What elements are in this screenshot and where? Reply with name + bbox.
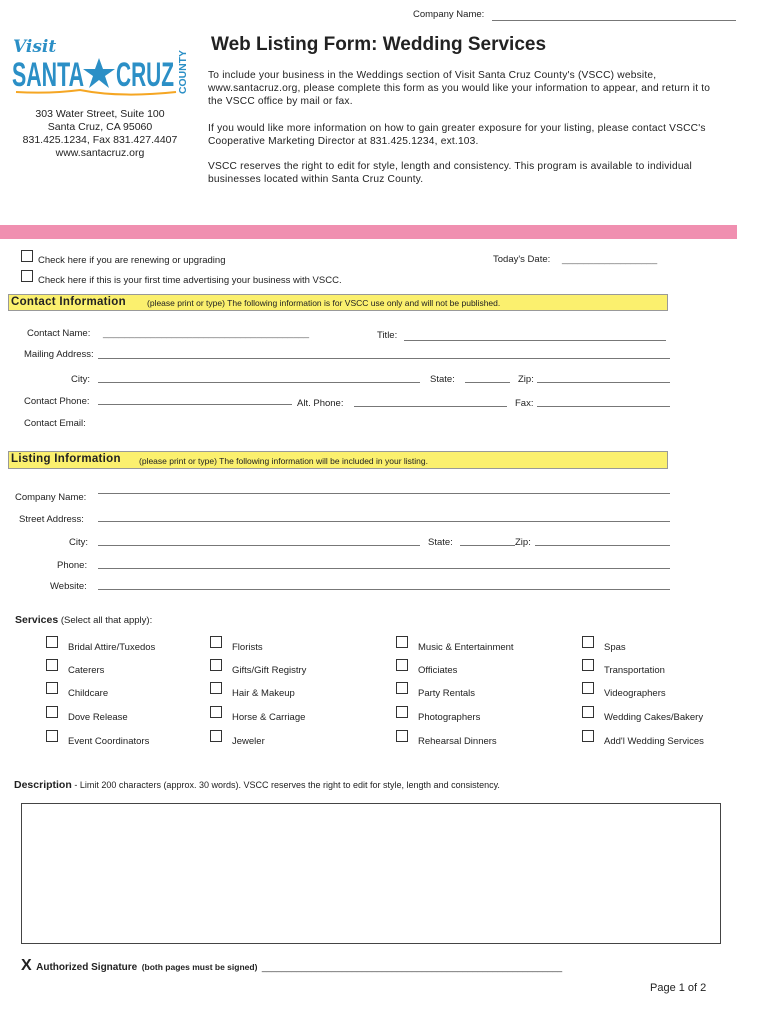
reserve-paragraph: VSCC reserves the right to edit for style, length and consistency. This program is available to individual businesses located within Santa Cruz County.	[208, 161, 693, 185]
address-line-4: www.santacruz.org	[55, 147, 145, 159]
service-label-dove-release: Dove Release	[68, 712, 128, 723]
service-label-wedding-cakes-bakery: Wedding Cakes/Bakery	[604, 712, 704, 723]
service-label-add-l-wedding-services: Add'l Wedding Services	[604, 736, 704, 747]
service-label-music-entertainment: Music & Entertainment	[418, 642, 514, 653]
contact-heading: Contact Information	[11, 296, 126, 308]
service-checkbox-gifts-gift-registry[interactable]	[210, 659, 222, 671]
contact-fax-field[interactable]	[537, 406, 670, 407]
renewing-label: Check here if you are renewing or upgrading	[38, 255, 226, 266]
mailing-address-field[interactable]	[98, 358, 670, 359]
listing-website-label: Website:	[50, 581, 87, 592]
listing-heading: Listing Information	[11, 453, 121, 465]
listing-state-label: State:	[428, 537, 453, 548]
mailing-address-label: Mailing Address:	[24, 349, 94, 360]
listing-street-label: Street Address:	[19, 514, 84, 525]
signature-field[interactable]: ____________________________________________________________	[261, 962, 563, 972]
listing-company-field[interactable]	[98, 493, 670, 494]
address-line-3: 831.425.1234, Fax 831.427.4407	[22, 134, 178, 146]
service-checkbox-jeweler[interactable]	[210, 730, 222, 742]
renewing-checkbox[interactable]	[21, 250, 33, 262]
intro-paragraph: To include your business in the Weddings section of Visit Santa Cruz County's (VSCC) website, www.santacruz.org, please complete this form as you would like your information to appear, and return it to the VSCC office by mail or fax.	[208, 70, 711, 107]
service-checkbox-wedding-cakes-bakery[interactable]	[582, 706, 594, 718]
description-note: - Limit 200 characters (approx. 30 words). VSCC reserves the right to edit for style, length and consistency.	[74, 780, 500, 790]
contact-zip-label: Zip:	[518, 374, 534, 385]
todays-date-label: Today's Date:	[493, 254, 551, 265]
address-block	[10, 108, 190, 160]
contact-name-field[interactable]: _______________________________________	[103, 328, 310, 339]
service-label-rehearsal-dinners: Rehearsal Dinners	[418, 736, 497, 747]
listing-state-field[interactable]	[460, 545, 515, 546]
service-label-childcare: Childcare	[68, 688, 109, 699]
services-note: (Select all that apply):	[60, 615, 153, 626]
first-time-checkbox[interactable]	[21, 270, 33, 282]
service-checkbox-photographers[interactable]	[396, 706, 408, 718]
service-checkbox-spas[interactable]	[582, 636, 594, 648]
contact-section-header	[8, 294, 668, 311]
address-line-2: Santa Cruz, CA 95060	[47, 121, 153, 133]
contact-name-label: Contact Name:	[27, 328, 91, 339]
service-label-jeweler: Jeweler	[232, 736, 265, 747]
listing-city-field[interactable]	[98, 545, 420, 546]
contact-state-label: State:	[430, 374, 455, 385]
service-checkbox-add-l-wedding-services[interactable]	[582, 730, 594, 742]
service-checkbox-music-entertainment[interactable]	[396, 636, 408, 648]
divider-band	[0, 225, 737, 239]
signature-x: X	[21, 957, 32, 974]
listing-phone-label: Phone:	[57, 560, 88, 571]
service-label-florists: Florists	[232, 642, 263, 653]
listing-website-field[interactable]	[98, 589, 670, 590]
services-heading: Services	[15, 614, 59, 626]
page-title: Web Listing Form: Wedding Services	[211, 34, 547, 55]
signature-note: (both pages must be signed)	[141, 962, 258, 972]
service-label-bridal-attire-tuxedos: Bridal Attire/Tuxedos	[68, 642, 156, 653]
logo-cruz: CRUZ	[116, 56, 174, 94]
contact-city-label: City:	[71, 374, 90, 385]
listing-zip-field[interactable]	[535, 545, 670, 546]
service-checkbox-florists[interactable]	[210, 636, 222, 648]
service-label-transportation: Transportation	[604, 665, 665, 676]
top-company-name-field[interactable]	[492, 20, 736, 21]
contact-phone-label: Contact Phone:	[24, 396, 90, 407]
logo	[10, 36, 190, 100]
service-checkbox-transportation[interactable]	[582, 659, 594, 671]
listing-section-header	[8, 451, 668, 469]
description-textarea[interactable]	[21, 803, 721, 944]
contact-email-label: Contact Email:	[24, 418, 86, 429]
service-checkbox-caterers[interactable]	[46, 659, 58, 671]
service-checkbox-dove-release[interactable]	[46, 706, 58, 718]
service-checkbox-childcare[interactable]	[46, 682, 58, 694]
top-company-name-label: Company Name:	[413, 9, 485, 20]
todays-date-field[interactable]: __________________	[562, 254, 658, 265]
service-checkbox-horse-carriage[interactable]	[210, 706, 222, 718]
service-checkbox-officiates[interactable]	[396, 659, 408, 671]
service-label-gifts-gift-registry: Gifts/Gift Registry	[232, 665, 307, 676]
service-label-horse-carriage: Horse & Carriage	[232, 712, 306, 723]
signature-label: Authorized Signature	[36, 962, 138, 973]
logo-county: COUNTY	[178, 51, 189, 94]
description-heading: Description	[14, 779, 72, 791]
contact-title-field[interactable]	[404, 340, 666, 341]
contact-phone-field[interactable]	[98, 404, 292, 405]
address-line-1: 303 Water Street, Suite 100	[35, 108, 165, 120]
more-info-paragraph: If you would like more information on how to gain greater exposure for your listing, please contact VSCC's Cooperative Marketing Director at 831.425.1234, ext.103.	[208, 123, 706, 147]
logo-visit: Visit	[13, 37, 57, 57]
service-label-videographers: Videographers	[604, 688, 666, 699]
listing-zip-label: Zip:	[515, 537, 531, 548]
logo-santa: SANTA	[12, 56, 84, 94]
listing-note: (please print or type) The following information will be included in your listing.	[139, 456, 428, 466]
contact-city-field[interactable]	[98, 382, 420, 383]
service-label-hair-makeup: Hair & Makeup	[232, 688, 295, 699]
service-label-party-rentals: Party Rentals	[418, 688, 476, 699]
service-label-spas: Spas	[604, 642, 626, 653]
page-number: Page 1 of 2	[650, 982, 707, 994]
service-label-officiates: Officiates	[418, 665, 458, 676]
listing-street-field[interactable]	[98, 521, 670, 522]
service-label-event-coordinators: Event Coordinators	[68, 736, 150, 747]
listing-city-label: City:	[69, 537, 88, 548]
contact-fax-label: Fax:	[515, 398, 534, 409]
service-label-photographers: Photographers	[418, 712, 481, 723]
service-checkbox-hair-makeup[interactable]	[210, 682, 222, 694]
service-label-caterers: Caterers	[68, 665, 105, 676]
contact-state-field[interactable]	[465, 382, 510, 383]
alt-phone-label: Alt. Phone:	[297, 398, 344, 409]
listing-phone-field[interactable]	[98, 568, 670, 569]
contact-zip-field[interactable]	[537, 382, 670, 383]
service-checkbox-bridal-attire-tuxedos[interactable]	[46, 636, 58, 648]
service-checkbox-rehearsal-dinners[interactable]	[396, 730, 408, 742]
service-checkbox-event-coordinators[interactable]	[46, 730, 58, 742]
alt-phone-field[interactable]	[354, 406, 507, 407]
listing-company-label: Company Name:	[15, 492, 87, 503]
signature-row	[21, 957, 562, 975]
services-heading-row	[15, 614, 152, 626]
description-heading-row	[14, 779, 500, 791]
service-checkbox-videographers[interactable]	[582, 682, 594, 694]
service-checkbox-party-rentals[interactable]	[396, 682, 408, 694]
contact-title-label: Title:	[377, 330, 398, 341]
star-icon	[83, 58, 115, 88]
contact-note: (please print or type) The following information is for VSCC use only and will not be published.	[147, 298, 501, 308]
first-time-label: Check here if this is your first time advertising your business with VSCC.	[38, 275, 342, 286]
